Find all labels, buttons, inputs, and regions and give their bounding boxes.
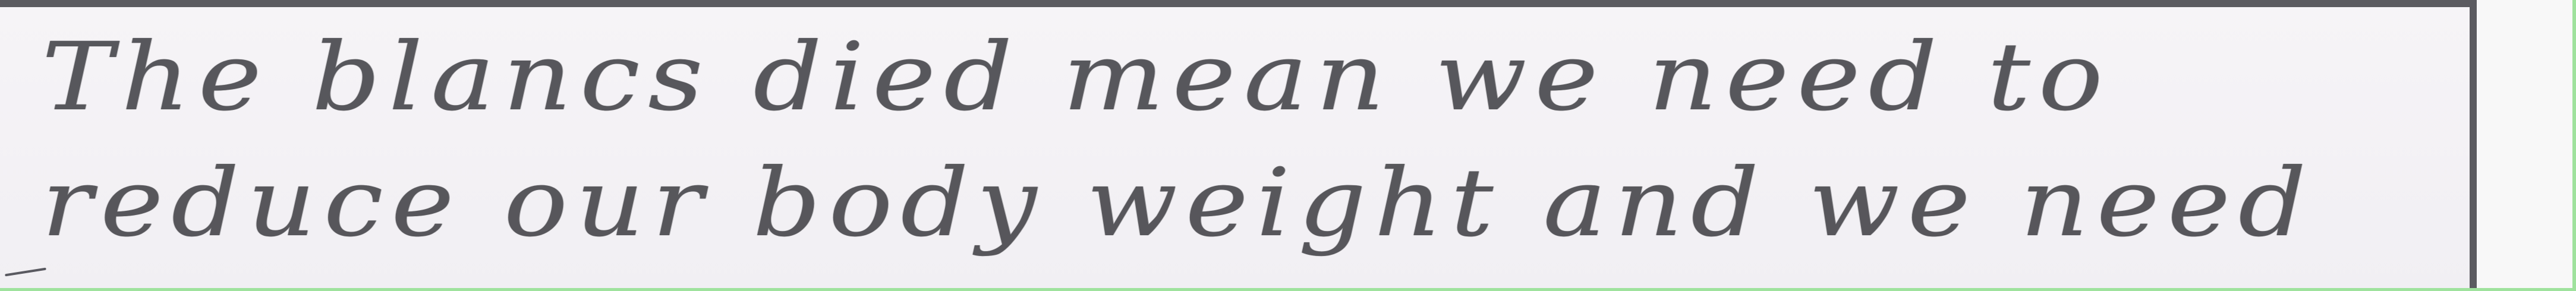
right-green-edge bbox=[2572, 0, 2576, 291]
handwritten-line-1: The blancs died mean we need to bbox=[42, 23, 2111, 132]
right-border bbox=[2470, 0, 2477, 291]
top-border bbox=[0, 0, 2476, 7]
handwritten-line-2: reduce our body weight and we need bbox=[42, 148, 2314, 258]
right-margin-area bbox=[2477, 0, 2576, 291]
pencil-stroke bbox=[5, 268, 46, 277]
bottom-green-edge bbox=[0, 288, 2576, 291]
